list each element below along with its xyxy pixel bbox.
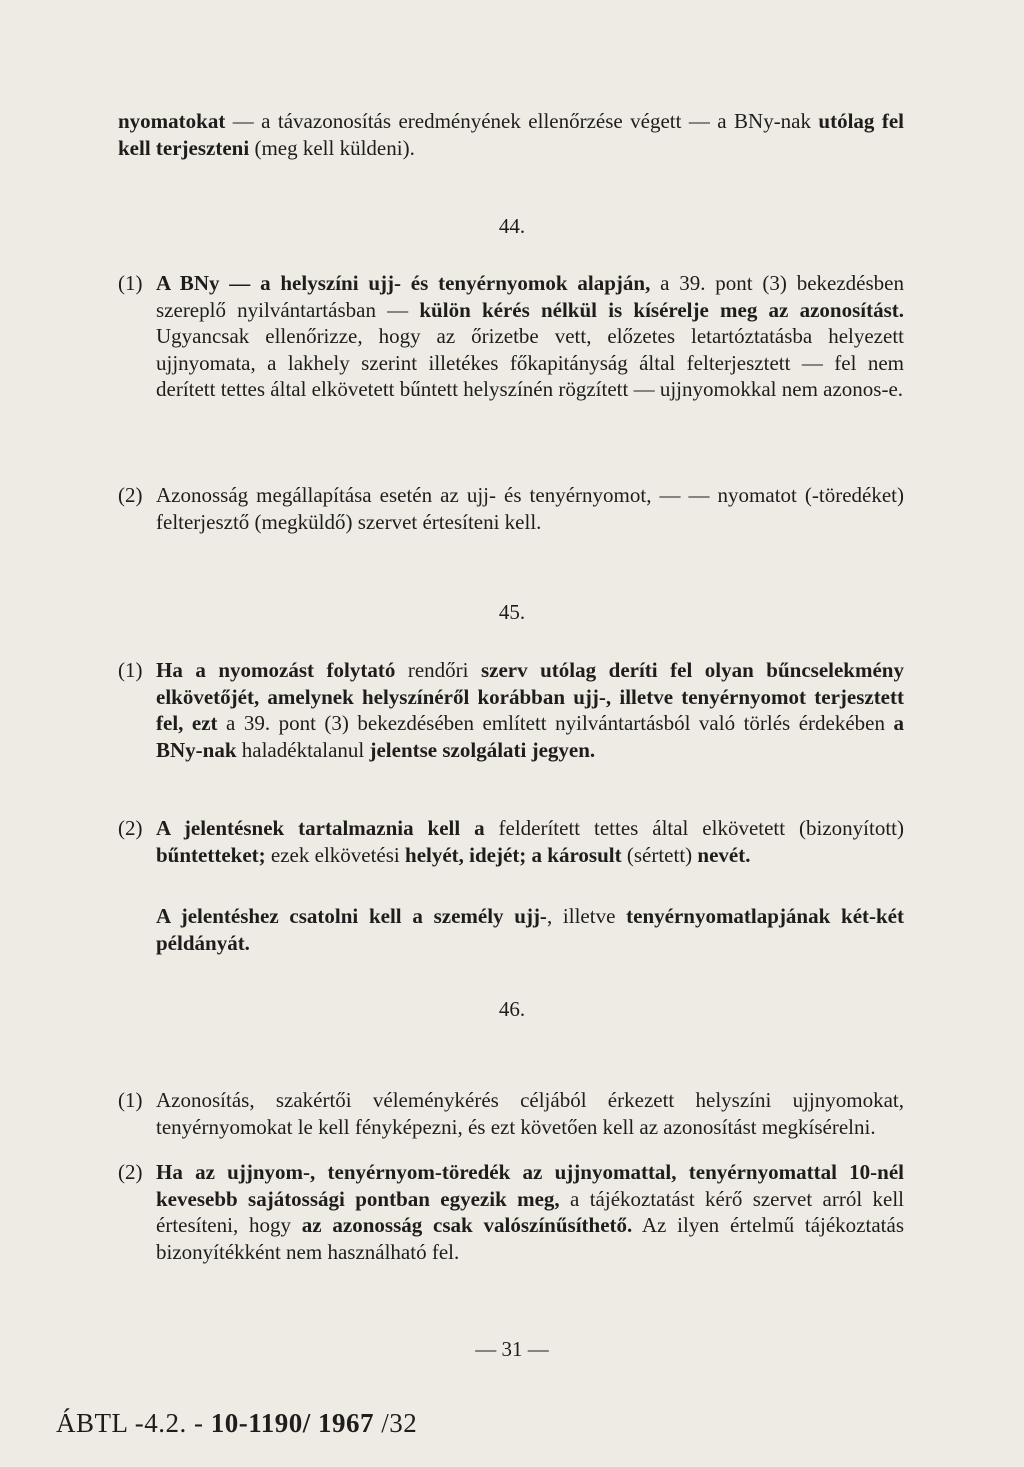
intro-paragraph (118, 108, 904, 161)
archive-ref-prefix: ÁBTL -4.2. - (56, 1408, 211, 1438)
s45-p2-text-f: (sértett) (621, 842, 698, 867)
section-45-paragraph-1 (118, 657, 904, 763)
intro-text-4: (meg kell küldeni). (249, 135, 415, 160)
section-46-paragraph-2 (118, 1159, 904, 1265)
s45-p2-bold-c: bűntetteket; (156, 842, 266, 867)
page-number: — 31 — (475, 1337, 549, 1361)
s46-p2-text-b: a tájékoztatást kérő szervet arról kell értesíteni, hogy (156, 1186, 904, 1237)
s45-p1-bold-g: jelentse szolgálati jegyen. (369, 737, 596, 762)
s45-p3-text-b: , illetve (546, 904, 627, 928)
paragraph-number: (2) (118, 1160, 143, 1184)
intro-bold-3: utólag fel kell terjeszteni (118, 109, 904, 160)
paragraph-number: (1) (118, 1088, 143, 1112)
section-45-paragraph-3 (118, 903, 904, 956)
s46-p2-bold-a: Ha az ujjnyom-, tenyérnyom-töredék az ujjnyomattal, tenyérnyomattal 10-nél kevesebb sajátossági pontban egyezik meg, (156, 1160, 904, 1211)
s45-p1-bold-e: a BNy-nak (156, 711, 904, 762)
paragraph-number: (1) (118, 658, 143, 682)
s45-p2-bold-a: A jelentésnek tartalmaznia kell a (156, 816, 485, 840)
section-44-paragraph-1 (118, 270, 904, 403)
section-45-paragraph-2 (118, 815, 904, 868)
s45-p1-bold-a: Ha a nyomozást folytató (156, 658, 396, 682)
s45-p1-text-b: rendőri (395, 658, 481, 682)
section-44-paragraph-2 (118, 482, 904, 535)
section-heading-45: 45. (498, 600, 526, 624)
section-heading-44: 44. (498, 214, 526, 238)
intro-text-2: — a távazonosítás eredményének ellenőrzése végett — a BNy-nak (225, 109, 819, 133)
archive-ref-number: 10-1190/ 1967 (210, 1408, 374, 1438)
s45-p1-text-d: a 39. pont (3) bekezdésében említett nyilvántartásból való törlés érdekében (217, 711, 894, 735)
archive-reference (56, 1408, 417, 1439)
s45-p2-bold-e: helyét, idejét; a károsult (405, 842, 622, 867)
s44-p1-text-d: Ugyancsak ellenőrizze, hogy az őrizetbe vett, előzetes letartóztatásba helyezett ujjnyomata, a lakhely szerint illetékes főkapitányság által felterjesztett — fel nem derített tettes által elkövetett bűntett helyszínén rögzített — ujjnyomokkal nem azonos-e. (156, 324, 904, 401)
intro-bold-1: nyomatokat (118, 109, 226, 133)
archive-ref-page: /32 (374, 1408, 418, 1438)
s45-p1-text-f: haladéktalanul (236, 737, 370, 762)
s46-p1-text: Azonosítás, szakértői véleménykérés céljából érkezett helyszíni ujjnyomokat, tenyérnyomokat le kell fényképezni, és ezt követően kell az azonosítást megkísérelni. (156, 1088, 904, 1139)
paragraph-number: (2) (118, 483, 143, 507)
s45-p3-bold-a: A jelentéshez csatolni kell a személy ujj- (156, 904, 547, 928)
s46-p2-bold-c: az azonosság csak valószínűsíthető. (301, 1213, 633, 1237)
s44-p1-bold-c: külön kérés nélkül is kísérelje meg az azonosítást. (419, 297, 904, 322)
paragraph-number: (1) (118, 271, 143, 295)
s46-p2-text-d: Az ilyen értelmű tájékoztatás bizonyítékként nem használható fel. (156, 1213, 904, 1264)
section-46-paragraph-1 (118, 1087, 904, 1140)
s45-p3-bold-c: tenyérnyomatlapjának két-két példányát. (156, 904, 904, 955)
s44-p1-text-b: a 39. pont (3) bekezdésben szereplő nyilvántartásban — (156, 271, 904, 322)
s45-p2-text-b: felderített tettes által elkövetett (bizonyított) (484, 816, 904, 840)
s45-p2-bold-g: nevét. (697, 842, 751, 867)
paragraph-number: (2) (118, 816, 143, 840)
s45-p1-bold-c: szerv utólag deríti fel olyan bűncselekmény elkövetőjét, amelynek helyszínéről korábban ujj-, illetve tenyérnyomot terjesztett fel, ezt (156, 658, 904, 735)
s44-p2-text: Azonosság megállapítása esetén az ujj- és tenyérnyomot, — — nyomatot (-töredéket) felterjesztő (megküldő) szervet értesíteni kell. (156, 483, 904, 534)
s45-p2-text-d: ezek elkövetési (265, 842, 406, 867)
s44-p1-bold-a: A BNy — a helyszíni ujj- és tenyérnyomok alapján, (156, 271, 651, 295)
section-heading-46: 46. (498, 997, 526, 1021)
